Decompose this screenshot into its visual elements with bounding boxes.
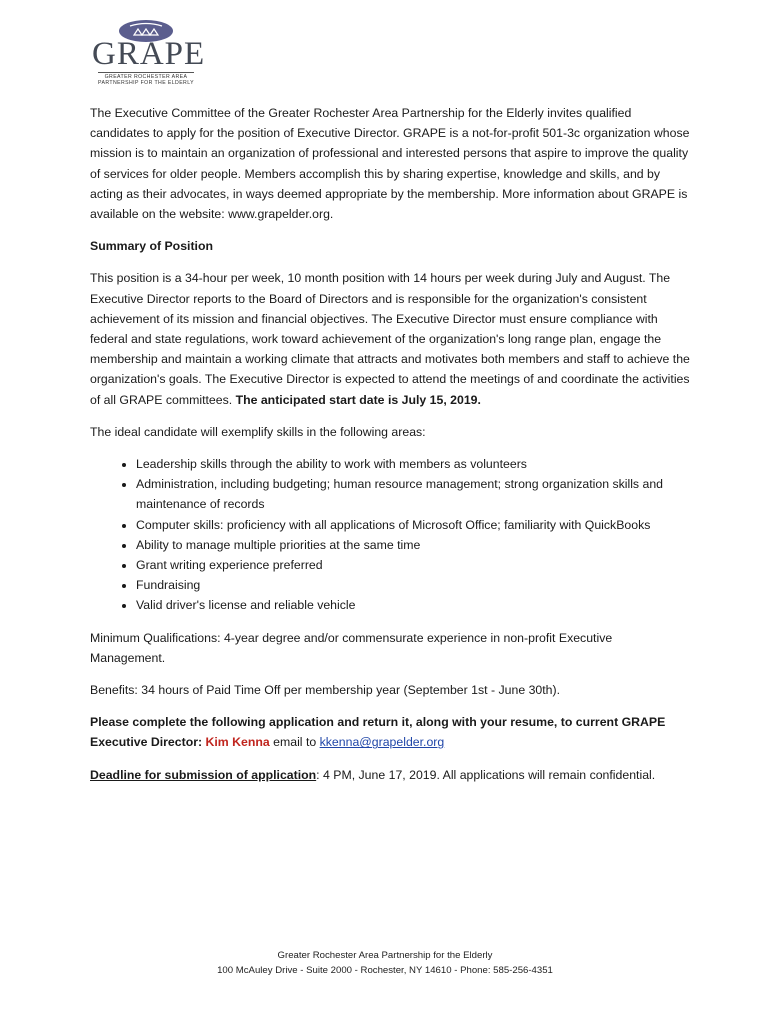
list-item: • Grant writing experience preferred [136,555,690,575]
logo-tagline-2: PARTNERSHIP FOR THE ELDERLY [98,80,194,86]
logo-wordmark: GRAPE [92,36,206,72]
deadline-text: : 4 PM, June 17, 2019. All applications will remain confidential. [316,767,656,782]
summary-heading: Summary of Position [90,239,213,254]
email-link[interactable]: kkenna@grapelder.org [319,735,445,750]
benefits: Benefits: 34 hours of Paid Time Off per membership year (September 1st - June 30th). [90,683,561,698]
list-item: • Leadership skills through the ability to work with members as volunteers [136,454,690,474]
letter-body [90,103,690,797]
list-item: • Administration, including budgeting; human resource management; strong organization skills and maintenance of records [136,474,690,514]
footer-address: 100 McAuley Drive - Suite 2000 - Rochester, NY 14610 - Phone: 585-256-4351 [217,965,553,976]
intro-paragraph: The Executive Committee of the Greater Rochester Area Partnership for the Elderly invites qualified candidates to apply for the position of Executive Director. GRAPE is a not-for-profit 501-3c organization whose mission is to maintain an organization of professional and interested persons that aspire to improve the quality of services for older people. Members accomplish this by sharing expertise, knowledge and skills, and by acting as their advocates, in ways deemed appropriate by the membership. More information about GRAPE is available on the website: www.grapelder.org. [90,106,690,222]
email-prefix: email to [269,735,320,750]
list-item: • Fundraising [136,575,690,595]
director-name: Kim Kenna [205,735,270,750]
apply-text: Please complete the following application and return it, along with your resume, to current GRAPE Executive Director: [90,715,666,750]
start-date: The anticipated start date is July 15, 2019. [235,392,481,407]
skills-intro: The ideal candidate will exemplify skills in the following areas: [90,424,426,439]
skills-list [90,454,690,616]
minimum-qualifications: Minimum Qualifications: 4-year degree and/or commensurate experience in non-profit Executive Management. [90,630,613,665]
list-item: • Valid driver's license and reliable vehicle [136,595,690,615]
summary-paragraph [90,268,690,409]
apply-instructions [90,712,690,752]
list-item: • Ability to manage multiple priorities at the same time [136,535,690,555]
logo-divider [98,72,194,73]
summary-body: This position is a 34-hour per week, 10 month position with 14 hours per week during July and August. The Executive Director reports to the Board of Directors and is responsible for the organization's consistent achievement of its mission and financial objectives. The Executive Director must ensure compliance with federal and state regulations, work toward achievement of the organization's long range plan, engage the membership and maintain a working climate that attracts and motivates both members and staff to achieve the organization's goals. The Executive Director is expected to attend the meetings of and coordinate the activities of all GRAPE committees. [90,271,690,407]
list-item: • Computer skills: proficiency with all applications of Microsoft Office; familiarity with QuickBooks [136,515,690,535]
page-footer [0,948,770,978]
deadline [90,765,690,785]
deadline-label: Deadline for submission of application [90,767,317,782]
logo-tagline-1: GREATER ROCHESTER AREA [104,74,188,80]
footer-org-name: Greater Rochester Area Partnership for the Elderly [277,950,493,961]
grape-logo [92,16,206,88]
